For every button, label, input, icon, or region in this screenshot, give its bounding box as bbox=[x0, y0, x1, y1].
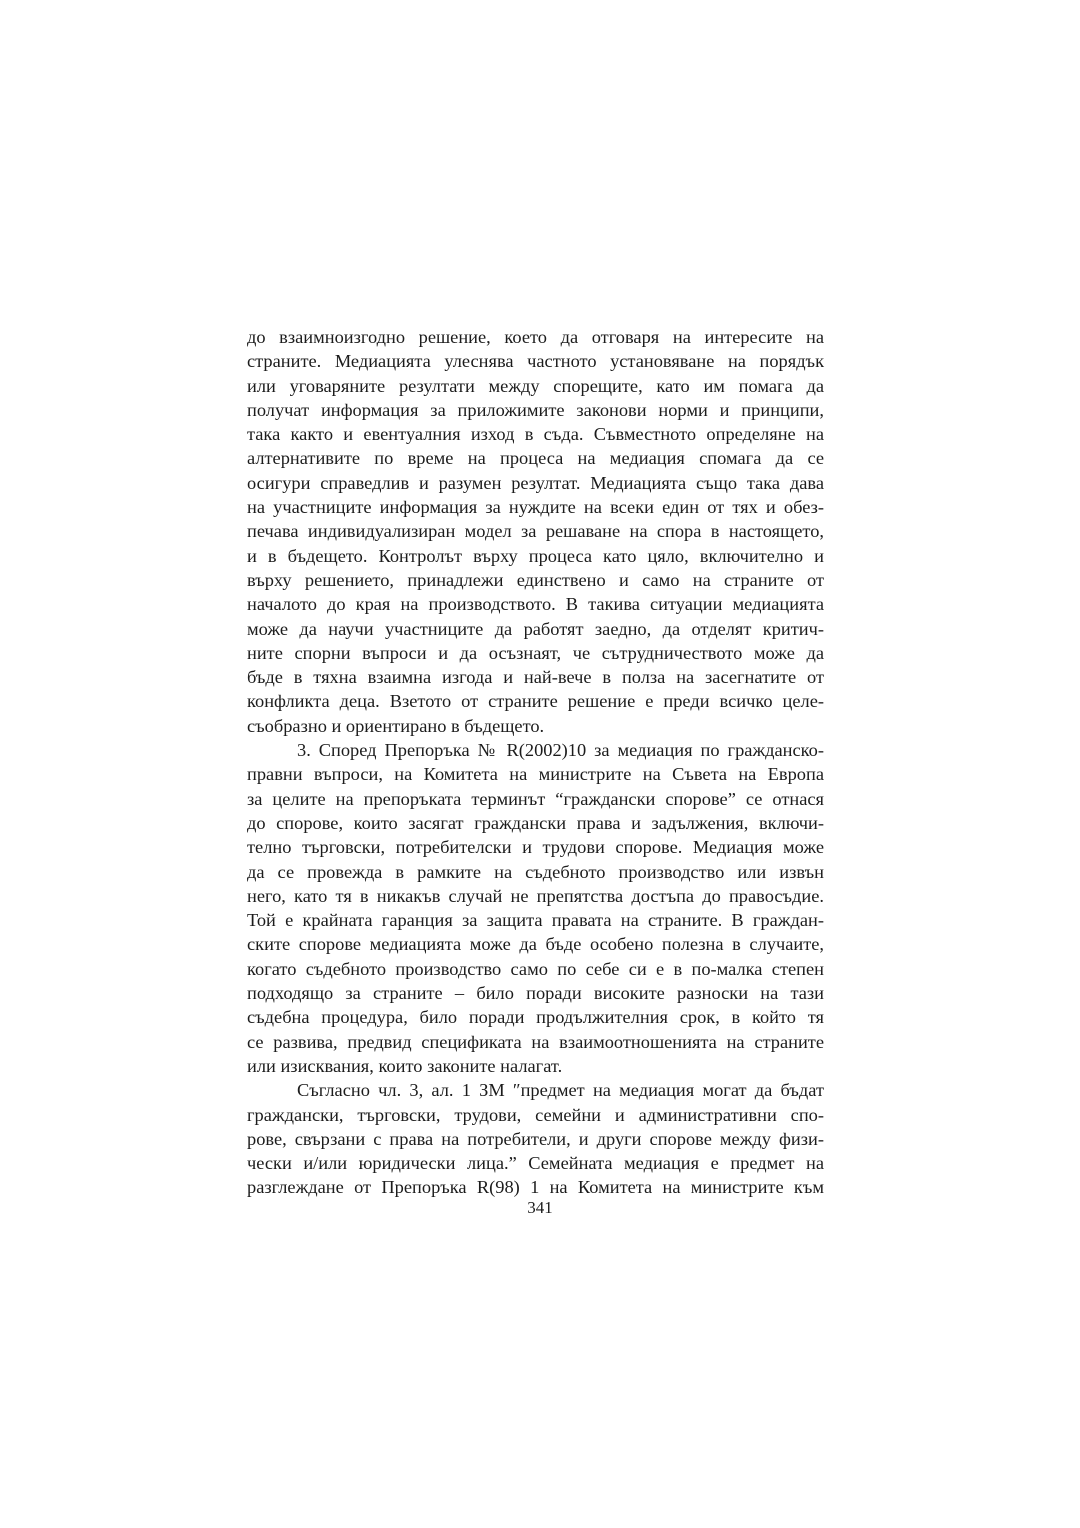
text-line: 3. Според Препоръка № R(2002)10 за медиация по гражданско- bbox=[297, 740, 824, 761]
paragraph bbox=[247, 1078, 824, 1199]
text-line: осигури справедлив и разумен резултат. Медиацията също така дава bbox=[247, 472, 824, 493]
text-line: до взаимноизгодно решение, което да отговаря на интересите на bbox=[247, 327, 824, 347]
text-line: подходящо за страните – било поради високите разноски на тази bbox=[247, 983, 824, 1004]
text-line: на участниците информация за нуждите на всеки един от тях и обез- bbox=[247, 497, 824, 518]
text-line: началото до края на производството. В такива ситуации медиацията bbox=[247, 594, 824, 615]
text-line: чески и/или юридически лица.” Семейната медиация е предмет на bbox=[247, 1153, 824, 1174]
text-line: граждански, търговски, трудови, семейни и административни спо- bbox=[247, 1104, 824, 1125]
text-line: правни въпроси, на Комитета на министрите на Съвета на Европа bbox=[247, 764, 824, 785]
text-line: когато съдебното производство само по себе си е в по-малка степен bbox=[247, 958, 824, 979]
text-line: разглеждане от Препоръка R(98) 1 на Комитета на министрите към bbox=[247, 1177, 824, 1198]
text-line: съобразно и ориентирано в бъдещето. bbox=[247, 715, 545, 736]
text-line: печава индивидуализиран модел за решаване на спора в настоящето, bbox=[247, 521, 824, 542]
text-line: ските спорове медиацията може да бъде особено полезна в случаите, bbox=[247, 934, 824, 955]
text-line: телно търговски, потребителски и трудови спорове. Медиация може bbox=[247, 837, 824, 858]
text-line: за целите на препоръката терминът “граждански спорове” се отнася bbox=[247, 788, 824, 809]
text-line: до спорове, които засягат граждански права и задължения, включи- bbox=[247, 812, 824, 833]
page-number: 341 bbox=[527, 1198, 553, 1217]
text-line: него, като тя в никакъв случай не препятства достъпа до правосъдие. bbox=[247, 885, 824, 906]
text-line: рове, свързани с права на потребители, и други спорове между физи- bbox=[247, 1128, 824, 1149]
text-line: или уговаряните резултати между спорещите, като им помага да bbox=[247, 375, 824, 396]
text-line: страните. Медиацията улеснява частното установяване на порядък bbox=[247, 351, 824, 372]
text-line: получат информация за приложимите законови норми и принципи, bbox=[247, 399, 824, 420]
text-line: може да научи участниците да работят заедно, да отделят критич- bbox=[247, 618, 824, 639]
text-line: ните спорни въпроси и да осъзнаят, че сътрудничеството може да bbox=[247, 642, 824, 663]
text-line: да се провежда в рамките на съдебното производство или извън bbox=[247, 861, 824, 882]
body-text bbox=[247, 325, 824, 1200]
text-line: съдебна процедура, било поради продължителния срок, в който тя bbox=[247, 1007, 824, 1028]
text-line: върху решението, принадлежи единствено и само на страните от bbox=[247, 569, 824, 590]
text-line: бъде в тяхна взаимна изгода и най-вече в полза на засегнатите от bbox=[247, 667, 824, 688]
text-line: така както и евентуалния изход в съда. Съвместното определяне на bbox=[247, 424, 824, 445]
text-line: и в бъдещето. Контролът върху процеса като цяло, включително и bbox=[247, 545, 824, 566]
text-line: Съгласно чл. 3, ал. 1 ЗМ ″предмет на медиация могат да бъдат bbox=[297, 1080, 824, 1101]
paragraph bbox=[247, 738, 824, 1078]
paragraph bbox=[247, 325, 824, 738]
text-line: се развива, предвид спецификата на взаимоотношенията на страните bbox=[247, 1031, 824, 1052]
text-line: или изисквания, които законите налагат. bbox=[247, 1055, 563, 1076]
text-line: алтернативите по време на процеса на медиация спомага да се bbox=[247, 448, 824, 469]
text-line: конфликта деца. Взетото от страните решение е преди всичко целе- bbox=[247, 691, 824, 712]
text-line: Той е крайната гаранция за защита правата на страните. В граждан- bbox=[247, 910, 824, 931]
